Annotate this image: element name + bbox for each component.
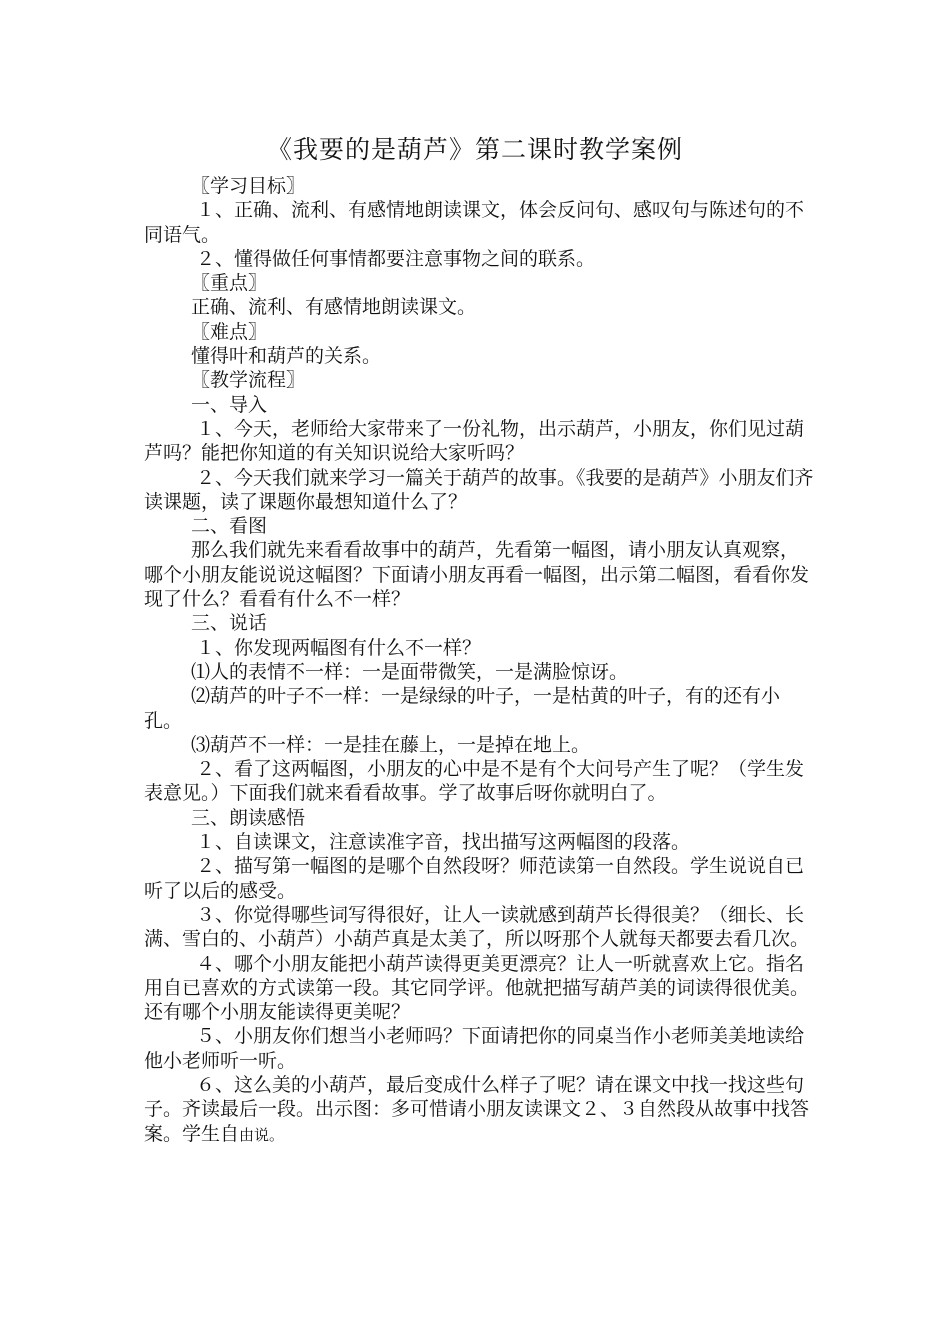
paragraph-text: ２、看了这两幅图，小朋友的心中是不是有个大问号产生了呢？（学生发表意见。）下面我们就来看看故事。学了故事后呀你就明白了。 xyxy=(144,758,805,805)
paragraph xyxy=(144,295,814,319)
paragraph-text: ⑶葫芦不一样：一是挂在藤上，一是掉在地上。 xyxy=(191,733,591,756)
paragraph-text: １、今天，老师给大家带来了一份礼物，出示葫芦，小朋友，你们见过葫芦吗？能把你知道的有关知识说给大家听吗？ xyxy=(144,417,805,465)
paragraph xyxy=(144,514,814,538)
paragraph xyxy=(144,757,814,806)
paragraph xyxy=(144,466,814,515)
paragraph-text: １、正确、流利、有感情地朗读课文，体会反问句、感叹句与陈述句的不同语气。 xyxy=(144,199,805,246)
paragraph xyxy=(144,660,814,684)
document-title: 《我要的是葫芦》第二课时教学案例 xyxy=(266,135,683,164)
paragraph-text: 那么我们就先来看看故事中的葫芦，先看第一幅图，请小朋友认真观察，哪个小朋友能说说这幅图？下面请小朋友再看一幅图，出示第二幅图，看看你发现了什么？看看有什么不一样？ xyxy=(144,539,810,611)
paragraph xyxy=(144,684,814,733)
paragraph xyxy=(144,538,814,611)
document-body xyxy=(144,174,814,1147)
paragraph-text: ⑴人的表情不一样：一是面带微笑，一是满脸惊讶。 xyxy=(191,660,629,683)
paragraph xyxy=(144,733,814,757)
paragraph-text: ２、懂得做任何事情都要注意事物之间的联系。 xyxy=(196,247,596,270)
paragraph xyxy=(144,247,814,271)
paragraph xyxy=(144,198,814,247)
paragraph-text: 三、说话 xyxy=(191,612,268,635)
paragraph xyxy=(144,903,814,952)
paragraph-text: ５、小朋友你们想当小老师吗？下面请把你的同桌当作小老师美美地读给他小老师听一听。 xyxy=(144,1025,805,1072)
paragraph xyxy=(144,952,814,1025)
paragraph-text: ⑵葫芦的叶子不一样：一是绿绿的叶子，一是枯黄的叶子，有的还有小孔。 xyxy=(144,685,781,732)
paragraph-text: 三、朗读感悟 xyxy=(191,806,306,829)
paragraph-text: 懂得叶和葫芦的关系。 xyxy=(191,345,382,368)
paragraph xyxy=(144,271,814,295)
paragraph xyxy=(144,1024,814,1073)
paragraph xyxy=(144,830,814,854)
paragraph xyxy=(144,1073,814,1147)
paragraph-text: 正确、流利、有感情地朗读课文。 xyxy=(191,296,477,319)
paragraph-text: 〖难点〗 xyxy=(191,320,268,343)
paragraph-text: ２、今天我们就来学习一篇关于葫芦的故事。《我要的是葫芦》小朋友们齐读课题，读了课题你最想知道什么了？ xyxy=(144,466,814,513)
paragraph-text: ４、哪个小朋友能把小葫芦读得更美更漂亮？让人一听就喜欢上它。指名用自已喜欢的方式读第一段。其它同学评。他就把描写葫芦美的词读得很优美。还有哪个小朋友能读得更美呢？ xyxy=(144,952,810,1024)
paragraph xyxy=(144,417,814,466)
paragraph-text: 〖学习目标〗 xyxy=(191,175,306,197)
paragraph xyxy=(144,854,814,903)
paragraph xyxy=(144,174,814,198)
paragraph-text: 〖教学流程〗 xyxy=(191,369,306,392)
paragraph-tail-text: 由说。 xyxy=(239,1125,285,1144)
paragraph-text: １、自读课文，注意读准字音，找出描写这两幅图的段落。 xyxy=(196,831,691,854)
paragraph xyxy=(144,393,814,417)
paragraph-text: 一、导入 xyxy=(191,393,268,416)
paragraph xyxy=(144,636,814,660)
paragraph xyxy=(144,368,814,392)
paragraph xyxy=(144,806,814,830)
paragraph-text: ２、描写第一幅图的是哪个自然段呀？师范读第一自然段。学生说说自已听了以后的感受。 xyxy=(144,855,805,902)
paragraph-text: １、你发现两幅图有什么不一样？ xyxy=(196,636,482,659)
paragraph xyxy=(144,611,814,635)
paragraph-text: 二、看图 xyxy=(191,515,268,538)
paragraph xyxy=(144,344,814,368)
paragraph-text: 〖重点〗 xyxy=(191,272,268,295)
paragraph-text: ３、你觉得哪些词写得很好，让人一读就感到葫芦长得很美？（细长、长满、雪白的、小葫芦）小葫芦真是太美了，所以呀那个人就每天都要去看几次。 xyxy=(144,903,810,951)
paragraph-text: ６、这么美的小葫芦，最后变成什么样子了呢？请在课文中找一找这些句子。齐读最后一段。出示图：多可惜请小朋友读课文２、３自然段从故事中找答案。学生自 xyxy=(144,1073,810,1145)
paragraph xyxy=(144,320,814,344)
